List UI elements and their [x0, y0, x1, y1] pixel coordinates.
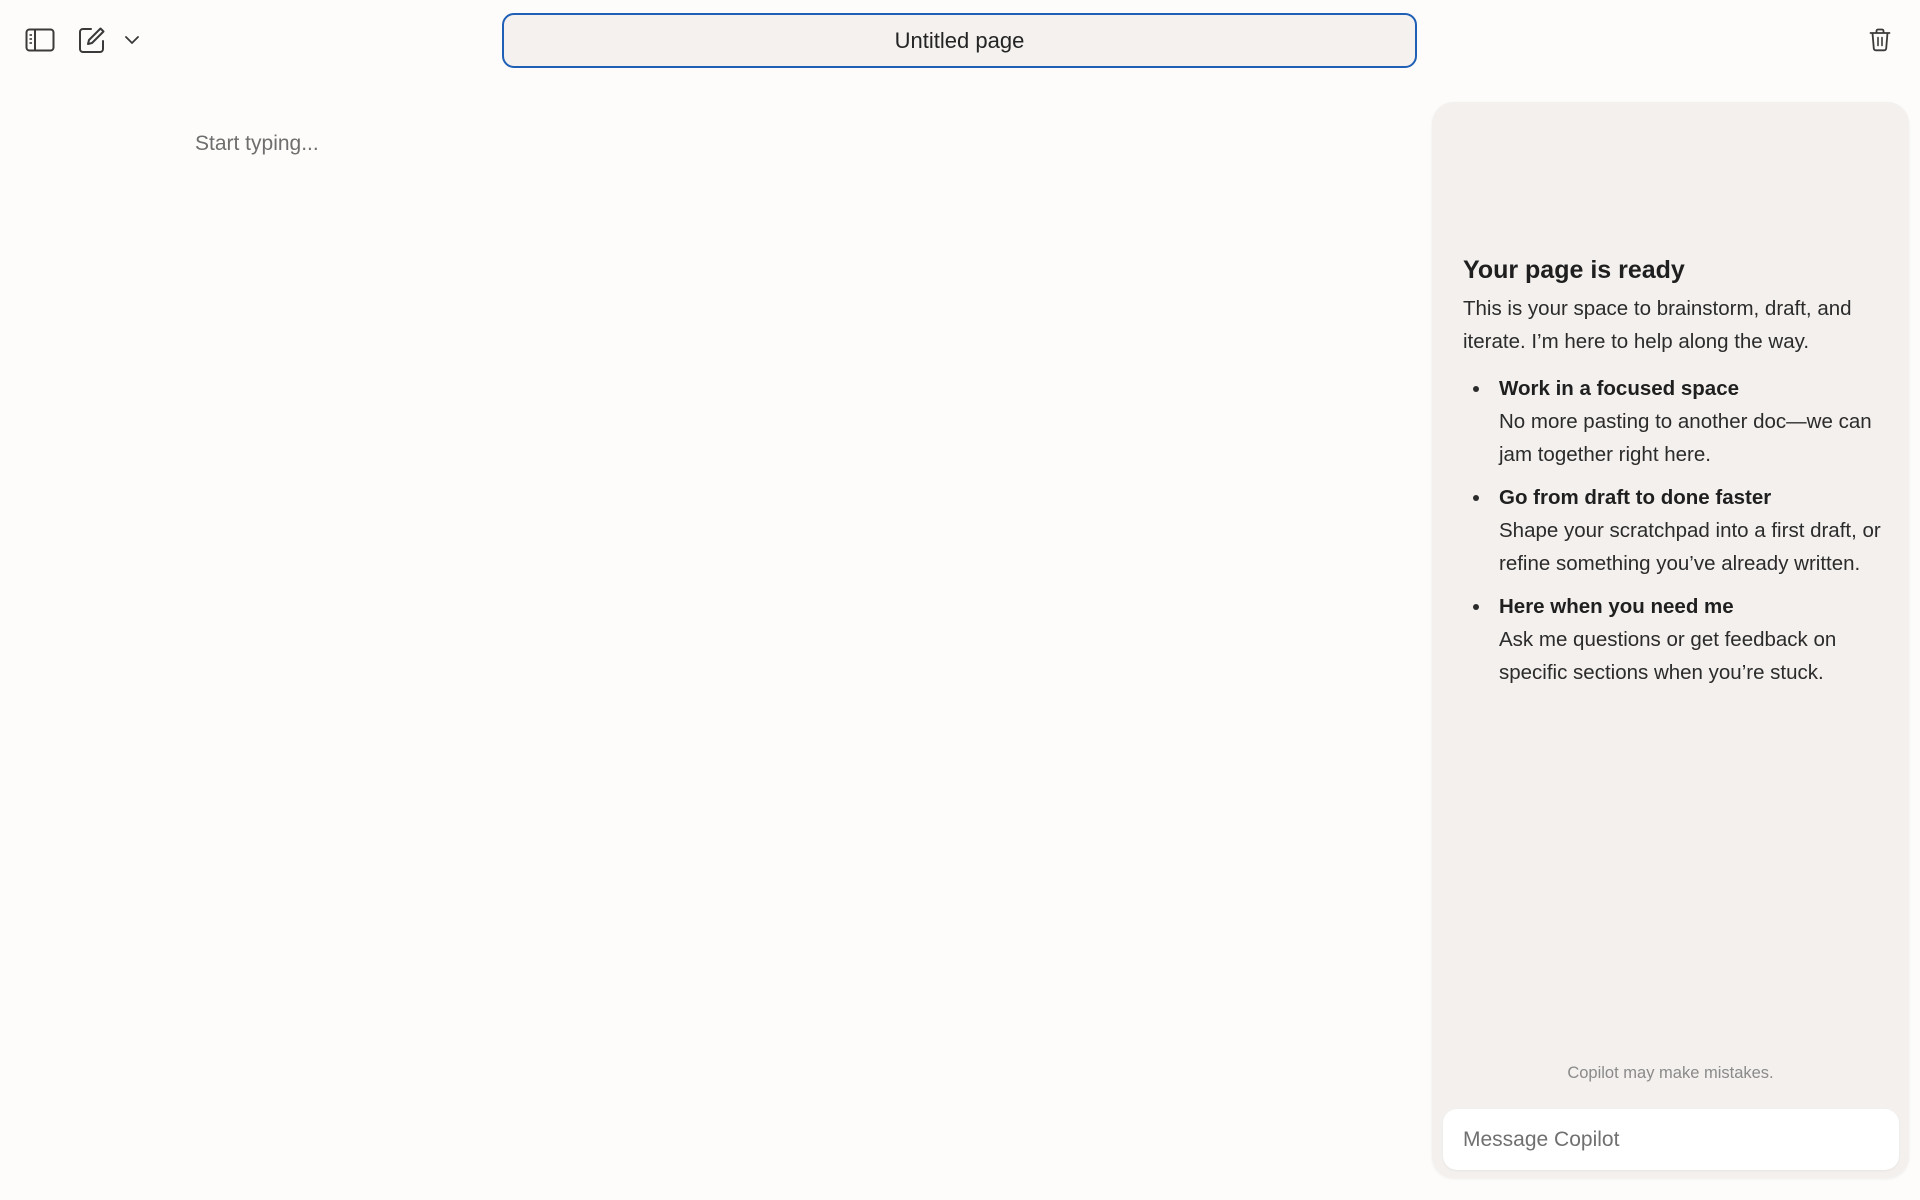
feature-description: Shape your scratchpad into a first draft, or refine something you’ve already written. [1499, 519, 1881, 575]
sidebar-toggle-icon [25, 28, 55, 52]
feature-description: Ask me questions or get feedback on specific sections when you’re stuck. [1499, 628, 1837, 684]
copilot-panel [1432, 102, 1909, 1178]
feature-description: No more pasting to another doc—we can jam together right here. [1499, 410, 1872, 466]
page-title-input[interactable] [502, 13, 1417, 68]
chevron-down-icon [124, 35, 140, 45]
delete-page-button[interactable] [1862, 24, 1898, 56]
copilot-welcome [1463, 254, 1883, 699]
feature-item [1463, 481, 1883, 580]
editor-placeholder: Start typing... [195, 132, 319, 155]
feature-title: Go from draft to done faster [1499, 486, 1772, 509]
feature-item [1463, 372, 1883, 471]
compose-icon [78, 26, 106, 54]
new-page-button[interactable] [74, 22, 110, 58]
feature-list [1463, 372, 1883, 689]
feature-title: Here when you need me [1499, 595, 1734, 618]
welcome-intro: This is your space to brainstorm, draft, and iterate. I’m here to help along the way. [1463, 297, 1852, 353]
trash-icon [1869, 28, 1891, 52]
feature-title: Work in a focused space [1499, 377, 1740, 400]
feature-item [1463, 590, 1883, 689]
sidebar-toggle-button[interactable] [20, 24, 60, 56]
copilot-disclaimer: Copilot may make mistakes. [1567, 1064, 1774, 1082]
page-editor[interactable] [195, 132, 1395, 1132]
new-page-options-button[interactable] [118, 28, 146, 52]
welcome-title: Your page is ready [1463, 256, 1685, 284]
message-copilot-input[interactable] [1443, 1109, 1899, 1170]
